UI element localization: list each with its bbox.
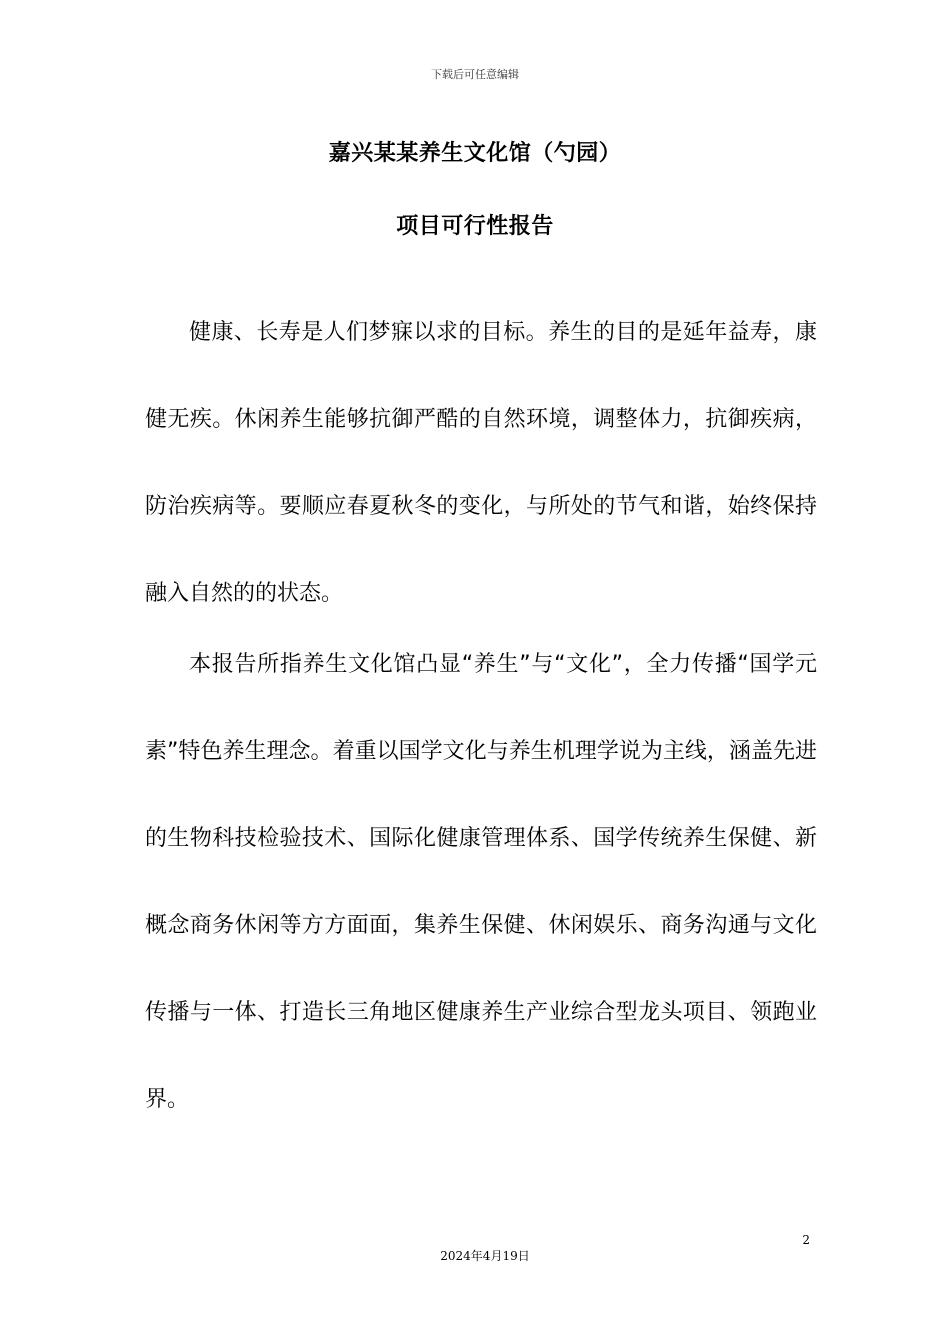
document-subtitle: 项目可行性报告 (396, 214, 554, 239)
document-title: 嘉兴某某养生文化馆（勺园） (328, 141, 622, 166)
page-number: 2 (802, 1233, 810, 1247)
footer-date: 2024年4月19日 (440, 1249, 530, 1263)
header-note: 下载后可任意编辑 (431, 68, 519, 81)
paragraph-text: 健康、长寿是人们梦寐以求的目标。养生的目的是延年益寿，康健无疾。休闲养生能够抗御严酷的自然环境，调整体力，抗御疾病，防治疾病等。要顺应春夏秋冬的变化，与所处的节气和谐，始终保持融入自然的的状态。 (145, 320, 817, 606)
body-paragraph-1 (145, 289, 817, 637)
body-paragraph-2 (145, 621, 817, 1143)
paragraph-text: 本报告所指养生文化馆凸显“养生”与“文化”，全力传播“国学元素”特色养生理念。着重以国学文化与养生机理学说为主线，涵盖先进的生物科技检验技术、国际化健康管理体系、国学传统养生保健、新概念商务休闲等方方面面，集养生保健、休闲娱乐、商务沟通与文化传播与一体、打造长三角地区健康养生产业综合型龙头项目、领跑业界。 (145, 652, 817, 1112)
